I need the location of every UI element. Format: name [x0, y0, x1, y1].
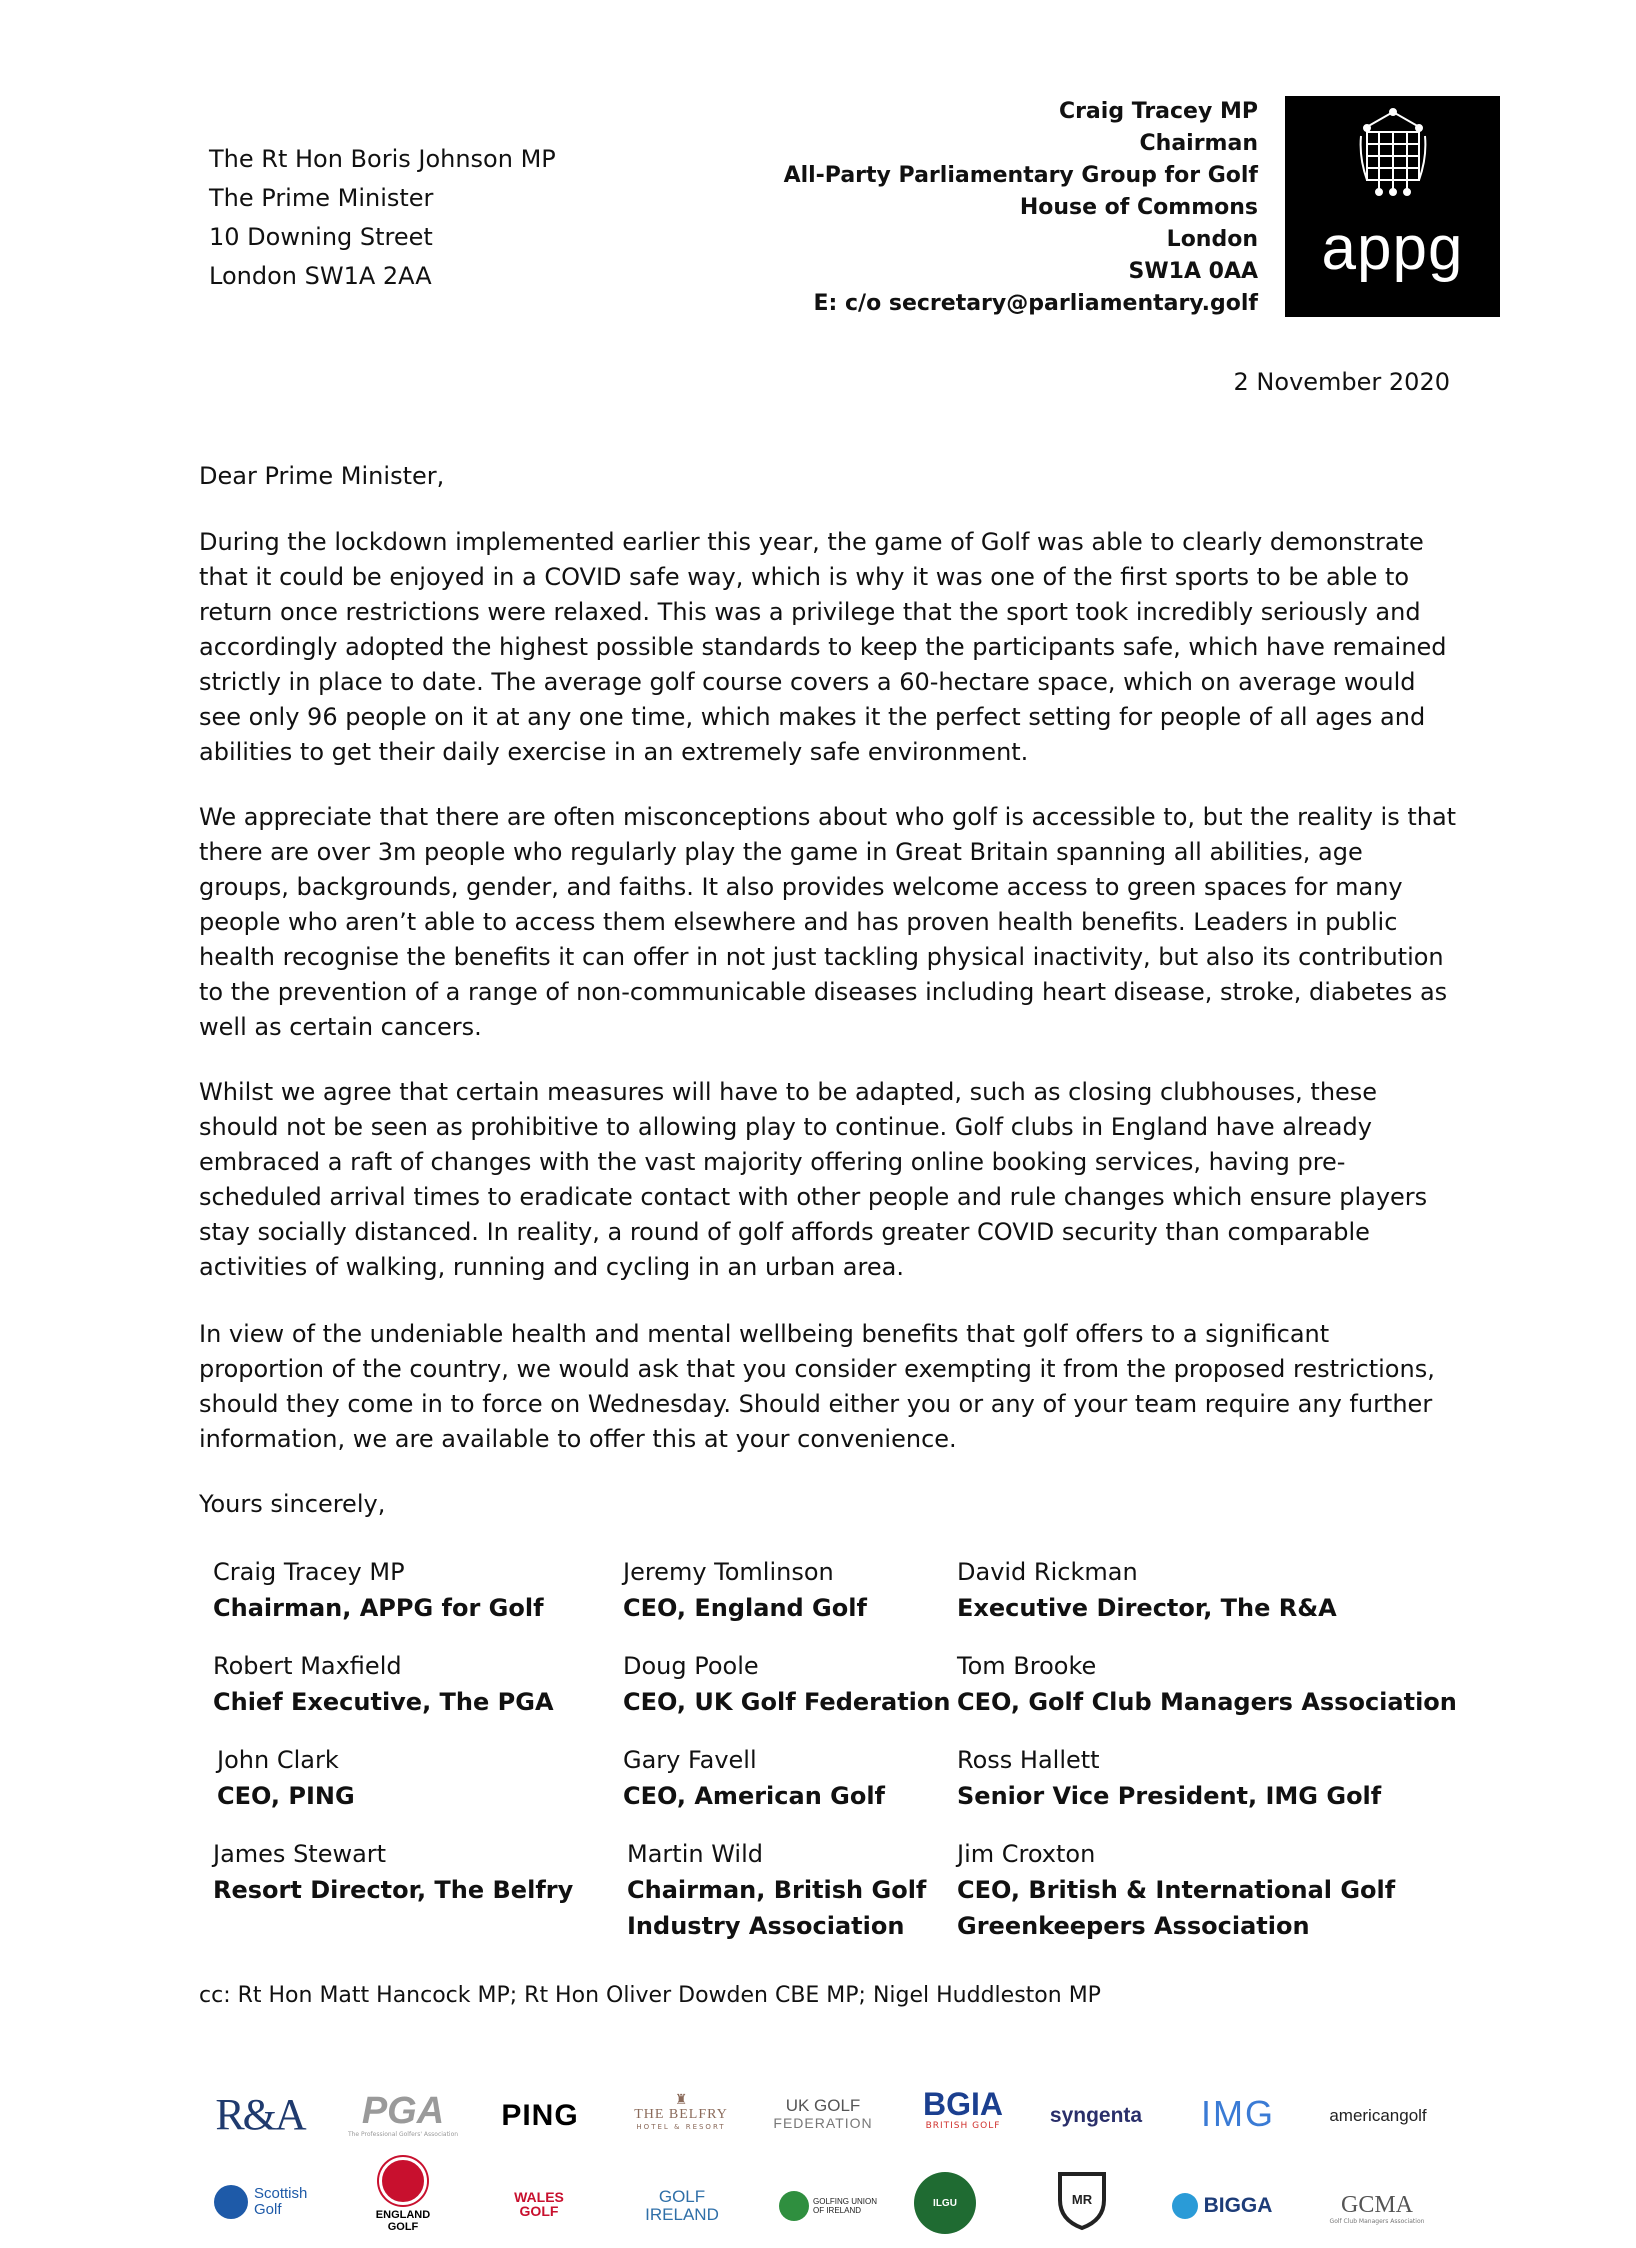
signatory-name: Martin Wild [627, 1840, 763, 1868]
appg-logo [1285, 96, 1500, 317]
signatory-title: CEO, Golf Club Managers Association [957, 1688, 1457, 1716]
signatory [957, 1648, 1457, 1720]
sender-line: House of Commons [1019, 195, 1258, 220]
recipient-line: 10 Downing Street [209, 223, 433, 251]
signatory-title: Resort Director, The Belfry [213, 1876, 574, 1904]
paragraph-text: During the lockdown implemented earlier this year, the game of Golf was able to clearly demonstrate that it could be enjoyed in a COVID safe way, which is why it was one of the first sports to be able to return once restrictions were relaxed. This was a privilege that the sport took incredibly seriously and accordingly adopted the highest possible standards to keep the participants safe, which have remained strictly in place to date. The average golf course covers a 60-hectare space, which on average would see only 96 people on it at any one time, which makes it the perfect setting for people of all ages and abilities to get their daily exercise in an extremely safe environment. [199, 528, 1447, 766]
logo-subtext: The Professional Golfers' Association [347, 2130, 459, 2138]
sender-line: London [1166, 227, 1258, 252]
rose-icon [379, 2157, 427, 2205]
signatory [213, 1648, 554, 1720]
sender-address [784, 96, 1258, 320]
logo-text: Scottish Golf [254, 2185, 308, 2218]
signatory [957, 1836, 1395, 1944]
recipient-line: The Rt Hon Boris Johnson MP [209, 145, 556, 173]
paragraph-text: We appreciate that there are often misconceptions about who golf is accessible to, but the reality is that there are over 3m people who regularly play the game in Great Britain spanning all abilities, age groups, backgrounds, gender, and faiths. It also provides welcome access to green spaces for many people who aren’t able to access them elsewhere and has proven health benefits. Leaders in public health recognise the benefits it can offer in not just tackling physical inactivity, but also its contribution to the prevention of a range of non-communicable diseases including heart disease, stroke, diabetes as well as certain cancers. [199, 803, 1457, 1041]
giu-icon [779, 2191, 809, 2221]
logo-text: americangolf [1329, 2106, 1427, 2125]
signatory-title: Senior Vice President, IMG Golf [957, 1782, 1382, 1810]
ilgu-logo [914, 2172, 976, 2234]
signatory [623, 1648, 950, 1720]
paragraph-text: Whilst we agree that certain measures will have to be adapted, such as closing clubhouses, these should not be seen as prohibitive to allowing play to continue. Golf clubs in England have already embraced a raft of changes with the vast majority offering online booking services, having pre-scheduled arrival times to eradicate contact with other people and rule changes which ensure players stay socially distanced. In reality, a round of golf affords greater COVID security than comparable activities of walking, running and cycling in an urban area. [199, 1078, 1428, 1281]
syngenta-logo [1044, 2096, 1148, 2136]
signatory-name: Robert Maxfield [213, 1652, 402, 1680]
portcullis-icon [1359, 106, 1427, 198]
signatory-name: John Clark [217, 1746, 339, 1774]
salutation: Dear Prime Minister, [199, 462, 445, 490]
letter-date: 2 November 2020 [1233, 368, 1450, 396]
body-paragraph [199, 800, 1459, 1045]
logo-subtext: BRITISH GOLF [925, 2121, 1001, 2131]
signatory-title: Greenkeepers Association [957, 1912, 1310, 1940]
logo-text: PING [501, 2099, 579, 2132]
randa-logo [205, 2088, 315, 2140]
england-golf-logo [360, 2150, 446, 2240]
shield-logo [1056, 2170, 1108, 2232]
signatory-title: CEO, England Golf [623, 1594, 867, 1622]
sender-email: E: c/o secretary@parliamentary.golf [813, 291, 1258, 316]
logo-text: GCMA [1340, 2191, 1413, 2218]
signatory-title: CEO, PING [217, 1782, 355, 1810]
paragraph-text: In view of the undeniable health and mental wellbeing benefits that golf offers to a significant proportion of the country, we would ask that you consider exempting it from the proposed restrictions, should they come in to force on Wednesday. Should either you or any of your team require any further information, we are available to offer this at your convenience. [199, 1320, 1435, 1453]
body-paragraph [199, 525, 1459, 770]
signatory-name: James Stewart [213, 1840, 387, 1868]
sender-line: Chairman [1139, 131, 1258, 156]
logo-text: PGA [361, 2089, 445, 2132]
bgia-logo [918, 2080, 1008, 2138]
pga-logo [348, 2084, 458, 2144]
logo-text: BGIA [923, 2086, 1003, 2122]
logo-text: THE BELFRY [634, 2107, 728, 2122]
ping-logo [490, 2096, 590, 2136]
golf-ireland-logo [626, 2184, 738, 2228]
body-paragraph [199, 1075, 1459, 1285]
belfry-logo [628, 2084, 734, 2140]
signatory [627, 1836, 926, 1944]
signatory-title: Industry Association [627, 1912, 905, 1940]
golfing-union-ireland-logo [776, 2186, 892, 2226]
signatory-title: Chief Executive, The PGA [213, 1688, 554, 1716]
signatory-name: Tom Brooke [957, 1652, 1097, 1680]
logo-subtext: HOTEL & RESORT [636, 2123, 726, 2131]
closing: Yours sincerely, [199, 1490, 386, 1518]
logo-subtext: Golf Club Managers Association [1329, 2217, 1425, 2225]
signatory-title: CEO, British & International Golf [957, 1876, 1396, 1904]
signatory [623, 1742, 885, 1814]
signatory-name: Jeremy Tomlinson [623, 1558, 834, 1586]
signatory-name: Doug Poole [623, 1652, 759, 1680]
americangolf-logo [1318, 2098, 1438, 2134]
logo-text: R&A [215, 2089, 305, 2139]
signatory [217, 1742, 355, 1814]
appg-logo-text: appg [1321, 214, 1464, 283]
recipient-line: London SW1A 2AA [209, 262, 432, 290]
logo-text: GOLFING UNION OF IRELAND [813, 2197, 878, 2215]
signatory-name: Craig Tracey MP [213, 1558, 405, 1586]
scottish-golf-logo [208, 2178, 326, 2226]
signatory-name: Ross Hallett [957, 1746, 1100, 1774]
logo-text: BIGGA [1203, 2194, 1273, 2217]
img-logo [1188, 2092, 1288, 2136]
signatory-title: Executive Director, The R&A [957, 1594, 1337, 1622]
signatory-name: Jim Croxton [957, 1840, 1096, 1868]
logo-text: ILGU [933, 2197, 957, 2209]
logo-text: ENGLAND GOLF [375, 2209, 431, 2233]
logo-subtext: FEDERATION [773, 2115, 873, 2131]
logo-text: syngenta [1049, 2104, 1143, 2127]
logo-text: IMG [1201, 2093, 1275, 2134]
signatory-title: CEO, UK Golf Federation [623, 1688, 951, 1716]
scottish-golf-icon [214, 2185, 248, 2219]
gcma-logo [1318, 2184, 1436, 2232]
castle-icon: ♜ [674, 2092, 688, 2108]
sender-line: Craig Tracey MP [1058, 99, 1258, 124]
body-paragraph [199, 1317, 1459, 1457]
cc-line: cc: Rt Hon Matt Hancock MP; Rt Hon Oliver Dowden CBE MP; Nigel Huddleston MP [199, 1983, 1101, 2008]
signatory [213, 1836, 573, 1908]
logo-text: MR [1071, 2192, 1093, 2207]
signatory [623, 1554, 867, 1626]
sender-line: All-Party Parliamentary Group for Golf [783, 163, 1258, 188]
bigga-icon [1172, 2193, 1198, 2219]
signatory-title: CEO, American Golf [623, 1782, 885, 1810]
signatory [213, 1554, 544, 1626]
signatory [957, 1554, 1337, 1626]
signatory-name: David Rickman [957, 1558, 1138, 1586]
signatory-title: Chairman, British Golf [627, 1876, 927, 1904]
recipient-address [209, 140, 556, 296]
logo-text: UK GOLF [785, 2096, 861, 2115]
signatory-name: Gary Favell [623, 1746, 757, 1774]
ukgolf-logo [768, 2090, 878, 2138]
recipient-line: The Prime Minister [209, 184, 434, 212]
bigga-logo [1166, 2184, 1278, 2228]
logo-text: GOLF IRELAND [645, 2187, 719, 2224]
sender-line: SW1A 0AA [1128, 259, 1258, 284]
wales-golf-logo [496, 2184, 582, 2224]
signatory-title: Chairman, APPG for Golf [213, 1594, 544, 1622]
logo-text: WALES GOLF [514, 2189, 564, 2219]
signatory [957, 1742, 1381, 1814]
